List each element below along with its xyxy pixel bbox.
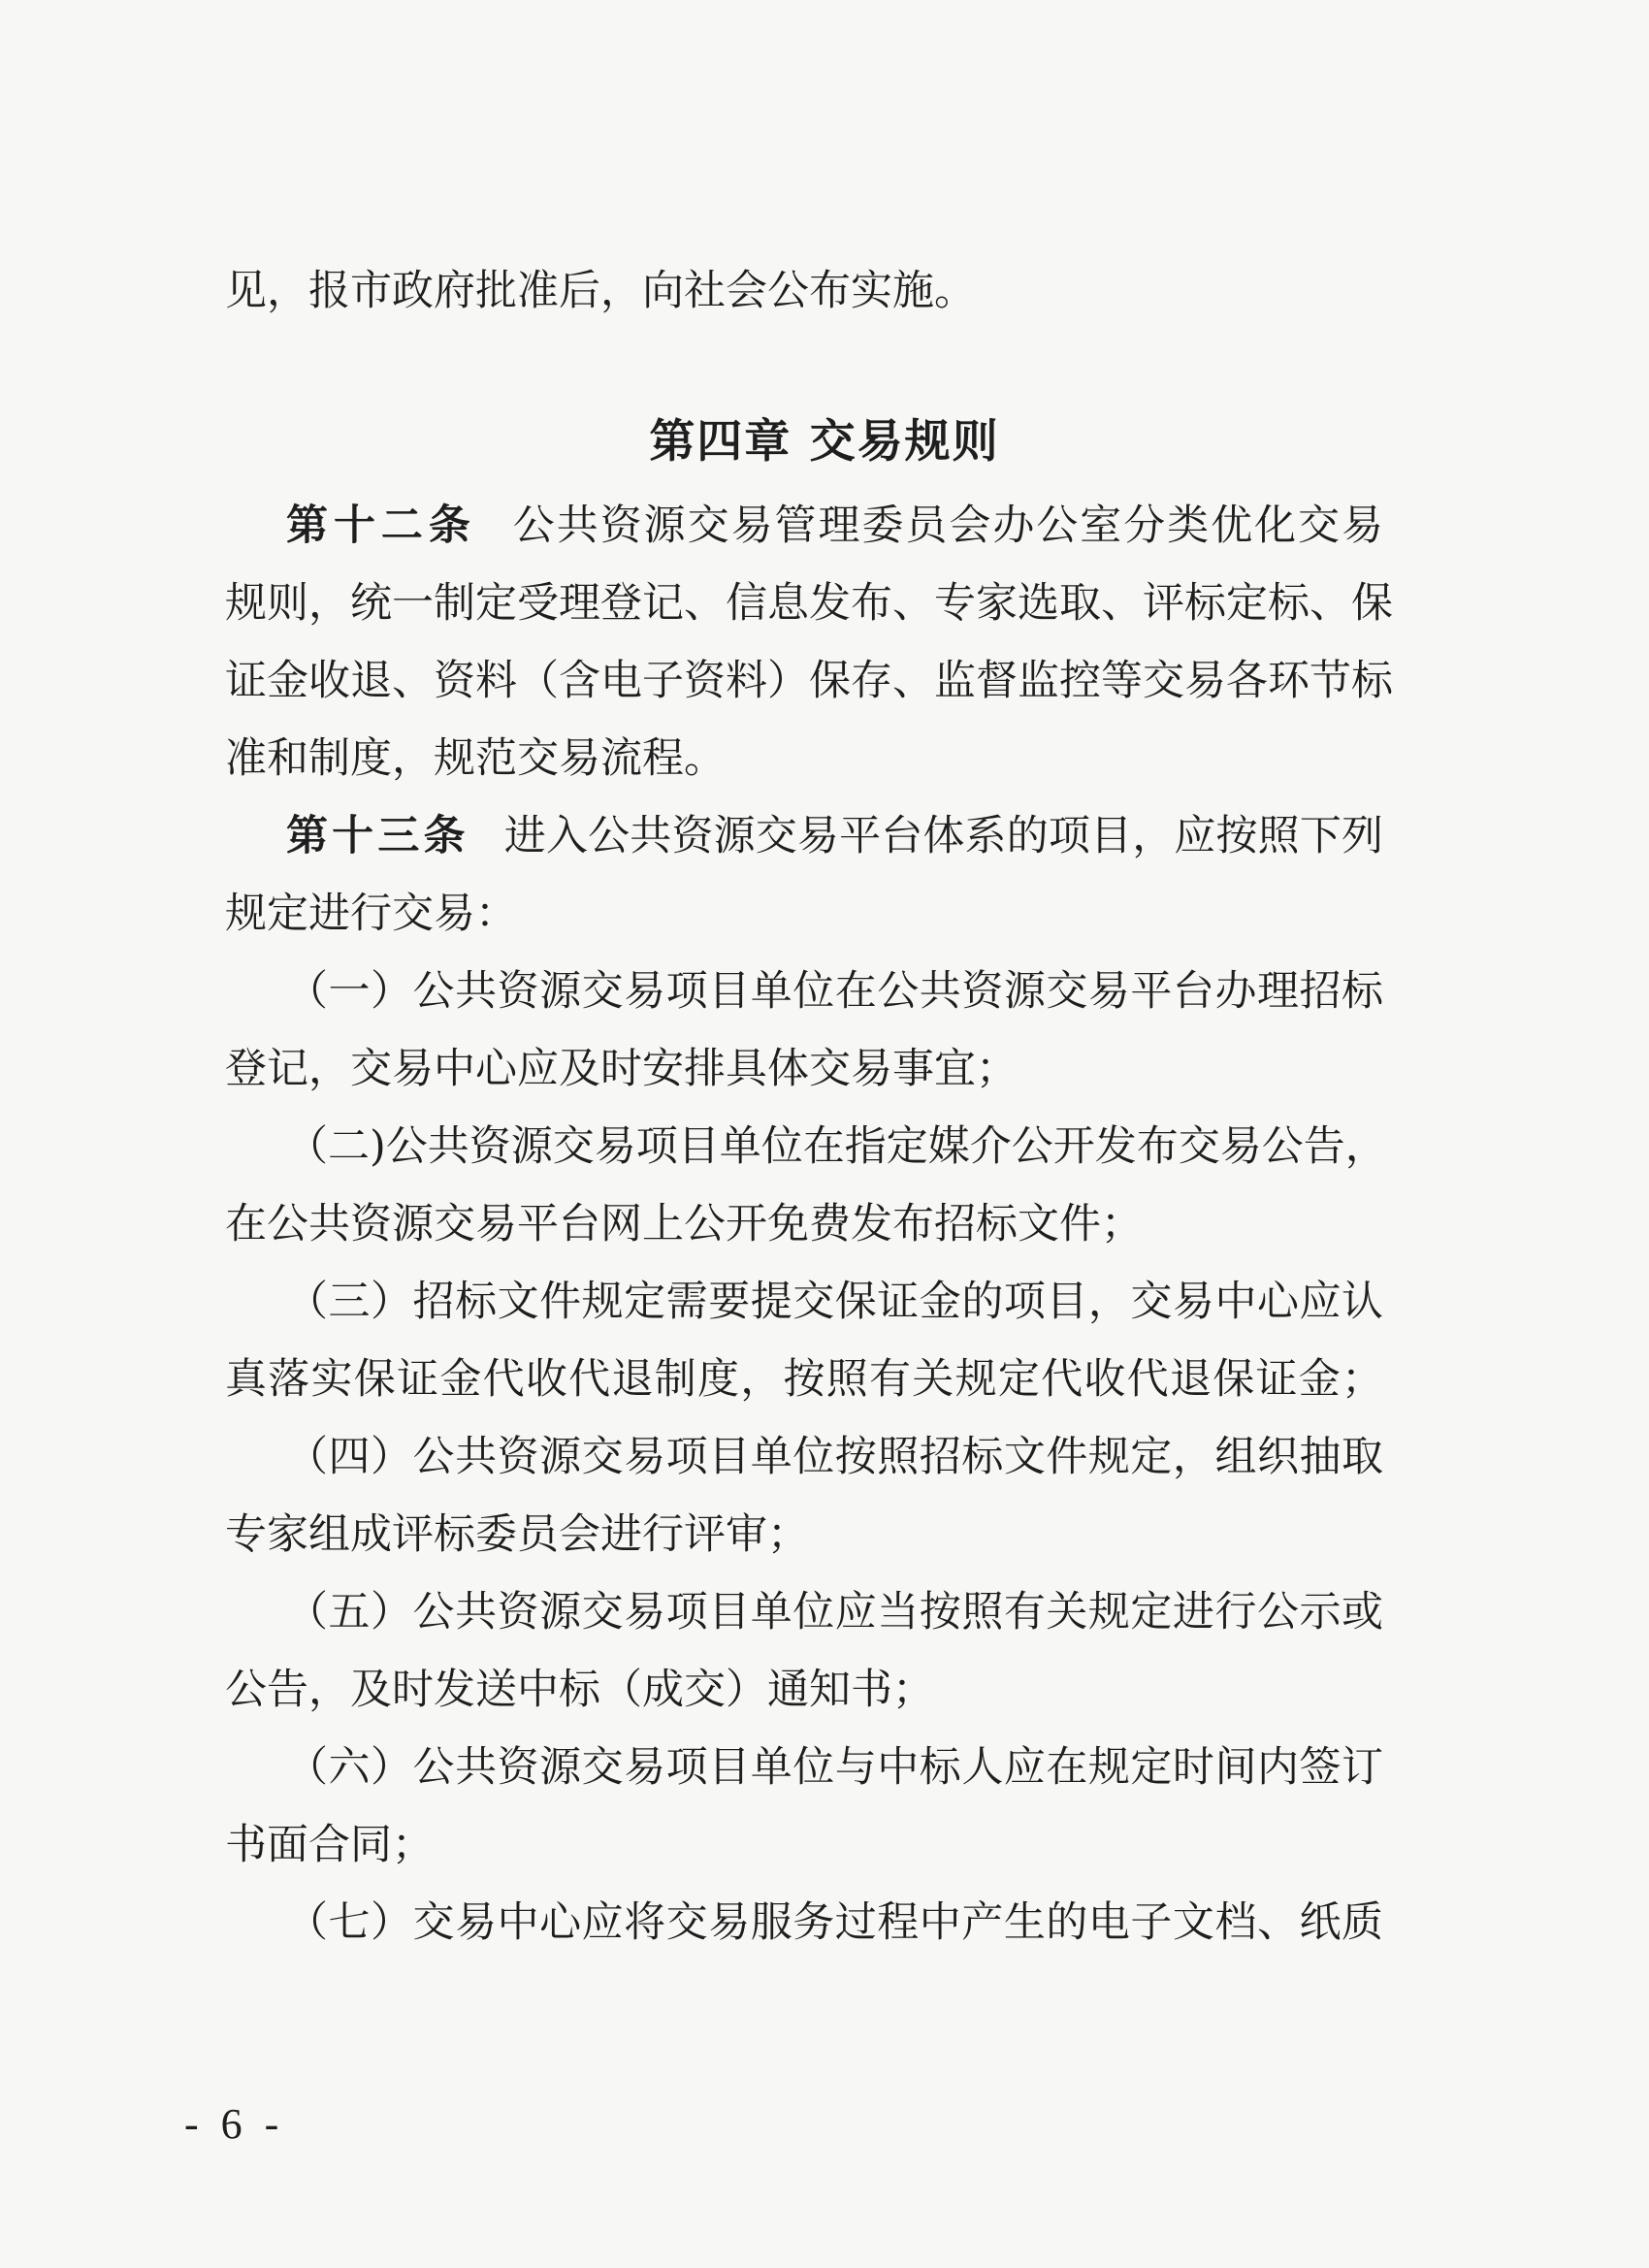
body-line: 规定进行交易： xyxy=(225,890,517,938)
article-12-line xyxy=(286,501,1383,551)
body-line: 规则，统一制定受理登记、信息发布、专家选取、评标定标、保 xyxy=(225,579,1393,628)
article-12-label: 第十二条 xyxy=(286,502,476,550)
list-item-2: （二)公共资源交易项目单位在指定媒介公开发布交易公告， xyxy=(286,1122,1387,1171)
body-line: 证金收退、资料（含电子资料）保存、监督监控等交易各环节标 xyxy=(225,657,1393,705)
article-12-text: 公共资源交易管理委员会办公室分类优化交易 xyxy=(510,502,1384,550)
list-item-4: （四）公共资源交易项目单位按照招标文件规定，组织抽取 xyxy=(286,1433,1383,1481)
article-13-line xyxy=(286,811,1383,861)
body-line: 专家组成评标委员会进行评审； xyxy=(225,1510,809,1559)
list-item-7: （七）交易中心应将交易服务过程中产生的电子文档、纸质 xyxy=(286,1898,1383,1947)
list-item-6: （六）公共资源交易项目单位与中标人应在规定时间内签订 xyxy=(286,1743,1383,1792)
list-item-1: （一）公共资源交易项目单位在公共资源交易平台办理招标 xyxy=(286,967,1383,1016)
body-line: 准和制度，规范交易流程。 xyxy=(225,734,726,783)
list-item-3: （三）招标文件规定需要提交保证金的项目，交易中心应认 xyxy=(286,1278,1383,1326)
article-13-text: 进入公共资源交易平台体系的项目，应按照下列 xyxy=(503,812,1384,860)
article-13-label: 第十三条 xyxy=(286,812,469,860)
body-line: 书面合同； xyxy=(225,1821,434,1869)
body-line: 真落实保证金代收代退制度，按照有关规定代收代退保证金； xyxy=(225,1355,1383,1404)
page-number: - 6 - xyxy=(184,2100,285,2148)
list-item-5: （五）公共资源交易项目单位应当按照有关规定进行公示或 xyxy=(286,1588,1383,1636)
body-line: 在公共资源交易平台网上公开免费发布招标文件； xyxy=(225,1200,1143,1248)
body-line: 登记，交易中心应及时安排具体交易事宜； xyxy=(225,1045,1018,1093)
body-line: 见，报市政府批准后，向社会公布实施。 xyxy=(225,267,976,315)
body-line: 公告，及时发送中标（成交）通知书； xyxy=(225,1666,934,1714)
chapter-heading: 第四章 交易规则 xyxy=(649,415,1000,469)
